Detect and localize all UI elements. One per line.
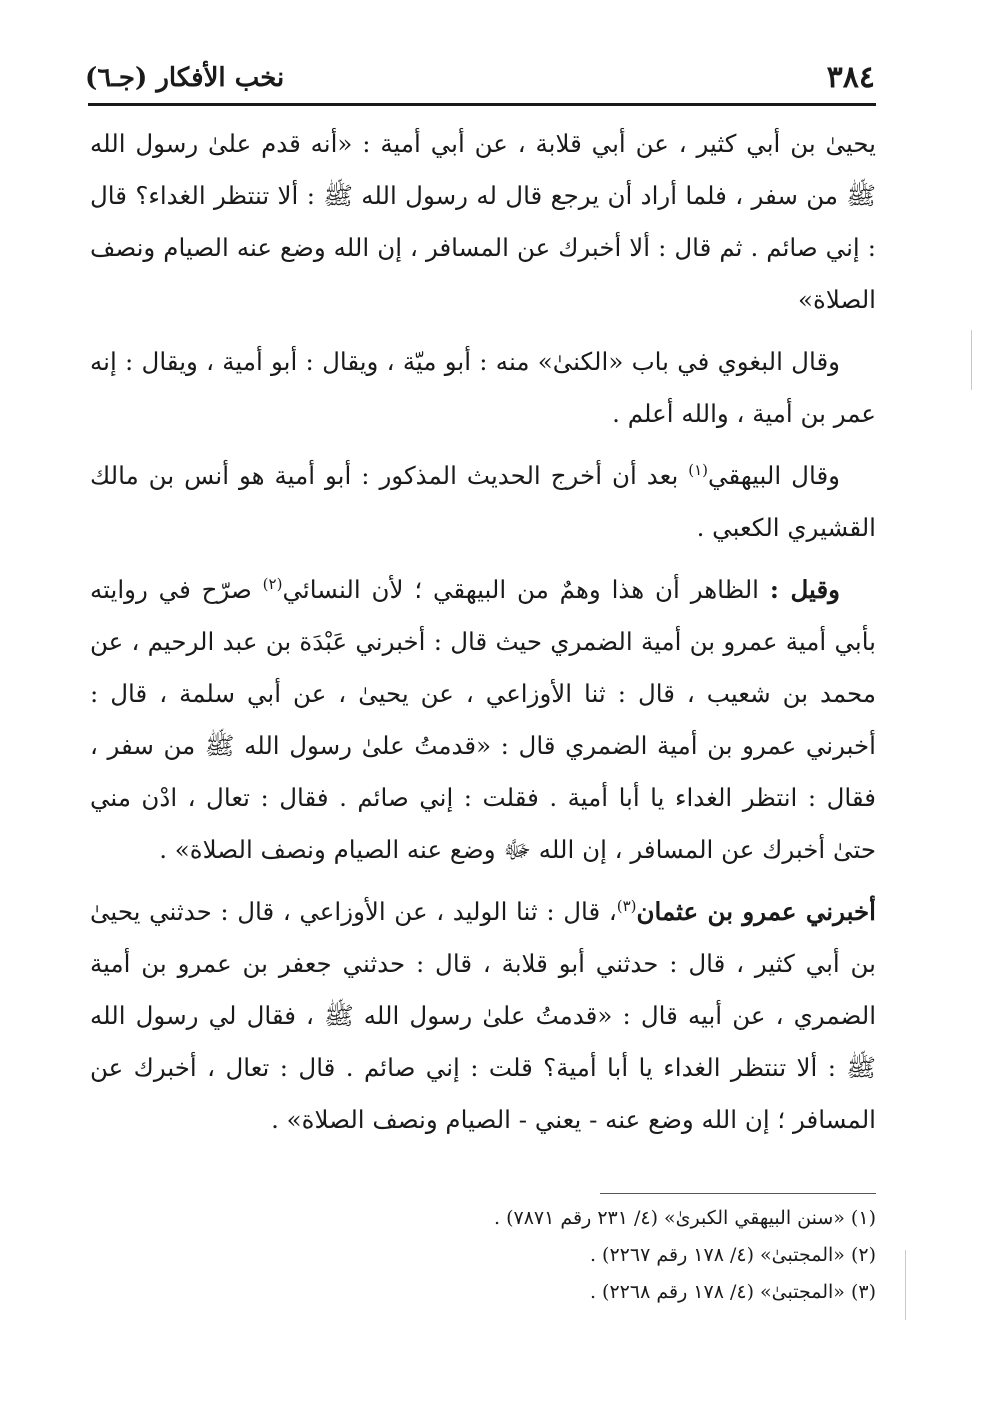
paragraph-text: وقال البيهقي xyxy=(708,461,840,490)
paragraph-text: يحيىٰ بن أبي كثير ، عن أبي قلابة ، عن أبي أمية : «أنه قدم علىٰ رسول الله ﷺ من سفر ، فلما أراد أن يرجع قال له رسول الله ﷺ : ألا تنتظر الغداء؟ قال : إني صائم . ثم قال : ألا أخبرك عن المسافر ، إن الله وضع عنه الصيام ونصف الصلاة» xyxy=(90,129,876,314)
scan-margin-mark xyxy=(971,330,972,390)
footnote-ref-1[interactable]: (١) xyxy=(688,460,709,479)
footnote-2: (٢) «المجتبىٰ» (٤/ ١٧٨ رقم ٢٢٦٧) . xyxy=(589,1244,876,1266)
footnote-rule xyxy=(600,1193,876,1194)
main-text xyxy=(90,118,876,1156)
header-rule xyxy=(88,103,876,106)
paragraph-text: الظاهر أن هذا وهمٌ من البيهقي ؛ لأن النسائي xyxy=(282,575,770,604)
paragraph-hadith-abu-umayya xyxy=(90,118,876,326)
scan-margin-mark xyxy=(905,1250,906,1320)
paragraph-qila xyxy=(90,564,876,876)
paragraph-amr-ibn-uthman xyxy=(90,886,876,1146)
footnote-ref-3[interactable]: (٣) xyxy=(616,896,637,915)
paragraph-bayhaqi xyxy=(90,450,876,554)
running-title: نخب الأفكار (جـ٦) xyxy=(85,63,285,93)
footnote-3: (٣) «المجتبىٰ» (٤/ ١٧٨ رقم ٢٢٦٨) . xyxy=(589,1281,876,1303)
paragraph-text: ، قال : ثنا الوليد ، عن الأوزاعي ، قال : حدثني يحيىٰ بن أبي كثير ، قال : حدثني أبو قلابة ، قال : حدثني جعفر بن عمرو بن أمية الضمري ، عن أبيه قال : «قدمتُ علىٰ رسول الله ﷺ ، فقال لي رسول الله ﷺ : ألا تنتظر الغداء يا أبا أمية؟ قلت : إني صائم . قال : تعال ، أخبرك عن المسافر ؛ إن الله وضع عنه - يعني - الصيام ونصف الصلاة» . xyxy=(90,897,876,1134)
page-header xyxy=(85,58,875,98)
paragraph-text: وقال البغوي في باب «الكنىٰ» منه : أبو ميّة ، ويقال : أبو أمية ، ويقال : إنه عمر بن أمية ، والله أعلم . xyxy=(90,347,876,428)
paragraph-lead: وقيل : xyxy=(769,575,840,604)
page-number: ٣٨٤ xyxy=(826,60,875,95)
footnote-1: (١) «سنن البيهقي الكبرىٰ» (٤/ ٢٣١ رقم ٧٨٧١) . xyxy=(494,1207,876,1229)
paragraph-text: بعد أن أخرج الحديث المذكور : أبو أمية هو أنس بن مالك القشيري الكعبي . xyxy=(90,461,876,542)
footnote-ref-2[interactable]: (٢) xyxy=(262,574,283,593)
paragraph-lead: أخبرني عمرو بن عثمان xyxy=(636,897,876,926)
paragraph-text: صرّح في روايته بأبي أمية عمرو بن أمية الضمري حيث قال : أخبرني عَبْدَة بن عبد الرحيم ، عن محمد بن شعيب ، قال : ثنا الأوزاعي ، عن يحيىٰ ، عن أبي سلمة ، قال : أخبرني عمرو بن أمية الضمري قال : «قدمتُ علىٰ رسول الله ﷺ من سفر ، فقال : انتظر الغداء يا أبا أمية . فقلت : إني صائم . فقال : تعال ، ادْن مني حتىٰ أخبرك عن المسافر ، إن الله ﷻ وضع عنه الصيام ونصف الصلاة» . xyxy=(90,575,876,864)
paragraph-baghawi xyxy=(90,336,876,440)
footnotes xyxy=(300,1200,876,1311)
